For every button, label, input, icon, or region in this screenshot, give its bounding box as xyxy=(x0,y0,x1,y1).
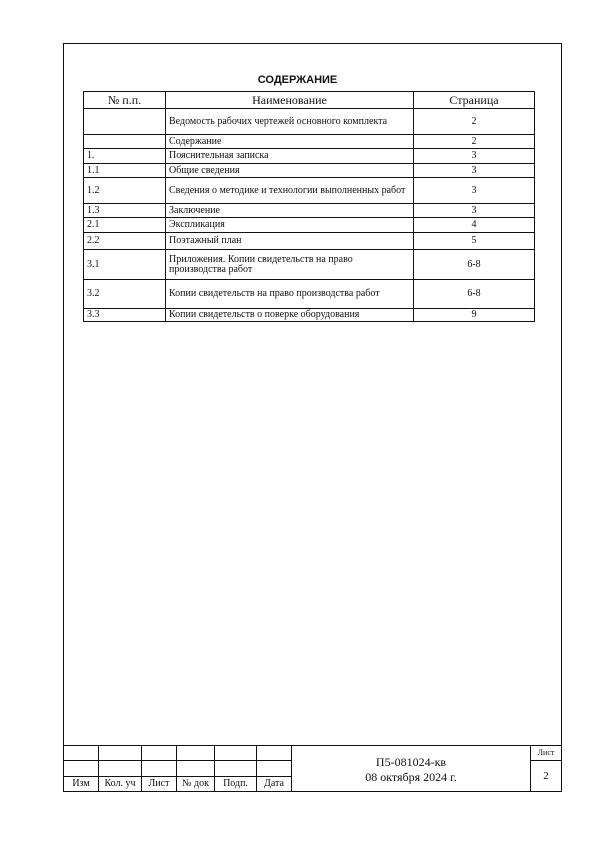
table-row xyxy=(84,109,535,135)
table-row xyxy=(84,135,535,149)
table-row xyxy=(84,233,535,250)
row-name: Заключение xyxy=(166,204,414,218)
table-row xyxy=(84,178,535,204)
revision-row xyxy=(64,746,292,761)
col-izm: Изм xyxy=(64,776,99,791)
row-name: Содержание xyxy=(166,135,414,149)
sheet-label: Лист xyxy=(531,746,561,761)
row-num: 3.2 xyxy=(84,280,166,309)
table-row xyxy=(84,280,535,309)
row-num: 1.1 xyxy=(84,164,166,178)
row-num xyxy=(84,135,166,149)
row-page: 3 xyxy=(414,164,535,178)
table-row xyxy=(84,218,535,233)
row-page: 5 xyxy=(414,233,535,250)
row-name: Общие сведения xyxy=(166,164,414,178)
sheet-box xyxy=(530,745,562,792)
row-name: Сведения о методике и технологии выполненных работ xyxy=(166,178,414,204)
col-kol-uch: Кол. уч xyxy=(99,776,142,791)
document-designation xyxy=(291,745,531,792)
col-signature: Подп. xyxy=(215,776,257,791)
col-list: Лист xyxy=(142,776,177,791)
row-num: 1.3 xyxy=(84,204,166,218)
row-page: 3 xyxy=(414,204,535,218)
row-page: 4 xyxy=(414,218,535,233)
row-page: 9 xyxy=(414,309,535,322)
contents-table xyxy=(83,91,535,322)
row-num: 3.1 xyxy=(84,250,166,280)
document-code: П5-081024-кв xyxy=(375,755,447,769)
header-name: Наименование xyxy=(166,92,414,109)
revision-grid xyxy=(63,745,292,792)
row-page: 6-8 xyxy=(414,250,535,280)
table-header-row xyxy=(84,92,535,109)
row-num: 2.1 xyxy=(84,218,166,233)
col-date: Дата xyxy=(257,776,292,791)
table-row xyxy=(84,309,535,322)
row-name: Копии свидетельств о поверке оборудования xyxy=(166,309,414,322)
table-row xyxy=(84,204,535,218)
row-page: 6-8 xyxy=(414,280,535,309)
row-name: Копии свидетельств на право производства работ xyxy=(166,280,414,309)
row-num: 3.3 xyxy=(84,309,166,322)
header-page: Страница xyxy=(414,92,535,109)
row-name: Экспликация xyxy=(166,218,414,233)
row-name: Поэтажный план xyxy=(166,233,414,250)
page-title: СОДЕРЖАНИЕ xyxy=(257,74,338,86)
row-name: Ведомость рабочих чертежей основного комплекта xyxy=(166,109,414,135)
row-name: Приложения. Копии свидетельств на право производства работ xyxy=(166,250,414,280)
table-row xyxy=(84,250,535,280)
col-doc-num: № док xyxy=(177,776,215,791)
row-page: 3 xyxy=(414,149,535,164)
header-num: № п.п. xyxy=(84,92,166,109)
revision-header-row xyxy=(64,776,292,791)
document-date: 08 октября 2024 г. xyxy=(365,770,457,784)
revision-row xyxy=(64,761,292,776)
table-row xyxy=(84,149,535,164)
row-page: 2 xyxy=(414,109,535,135)
row-num: 2.2 xyxy=(84,233,166,250)
row-num xyxy=(84,109,166,135)
row-num: 1.2 xyxy=(84,178,166,204)
table-row xyxy=(84,164,535,178)
row-page: 2 xyxy=(414,135,535,149)
sheet-number: 2 xyxy=(543,770,549,782)
title-block xyxy=(63,745,562,792)
row-page: 3 xyxy=(414,178,535,204)
row-num: 1. xyxy=(84,149,166,164)
row-name: Пояснительная записка xyxy=(166,149,414,164)
